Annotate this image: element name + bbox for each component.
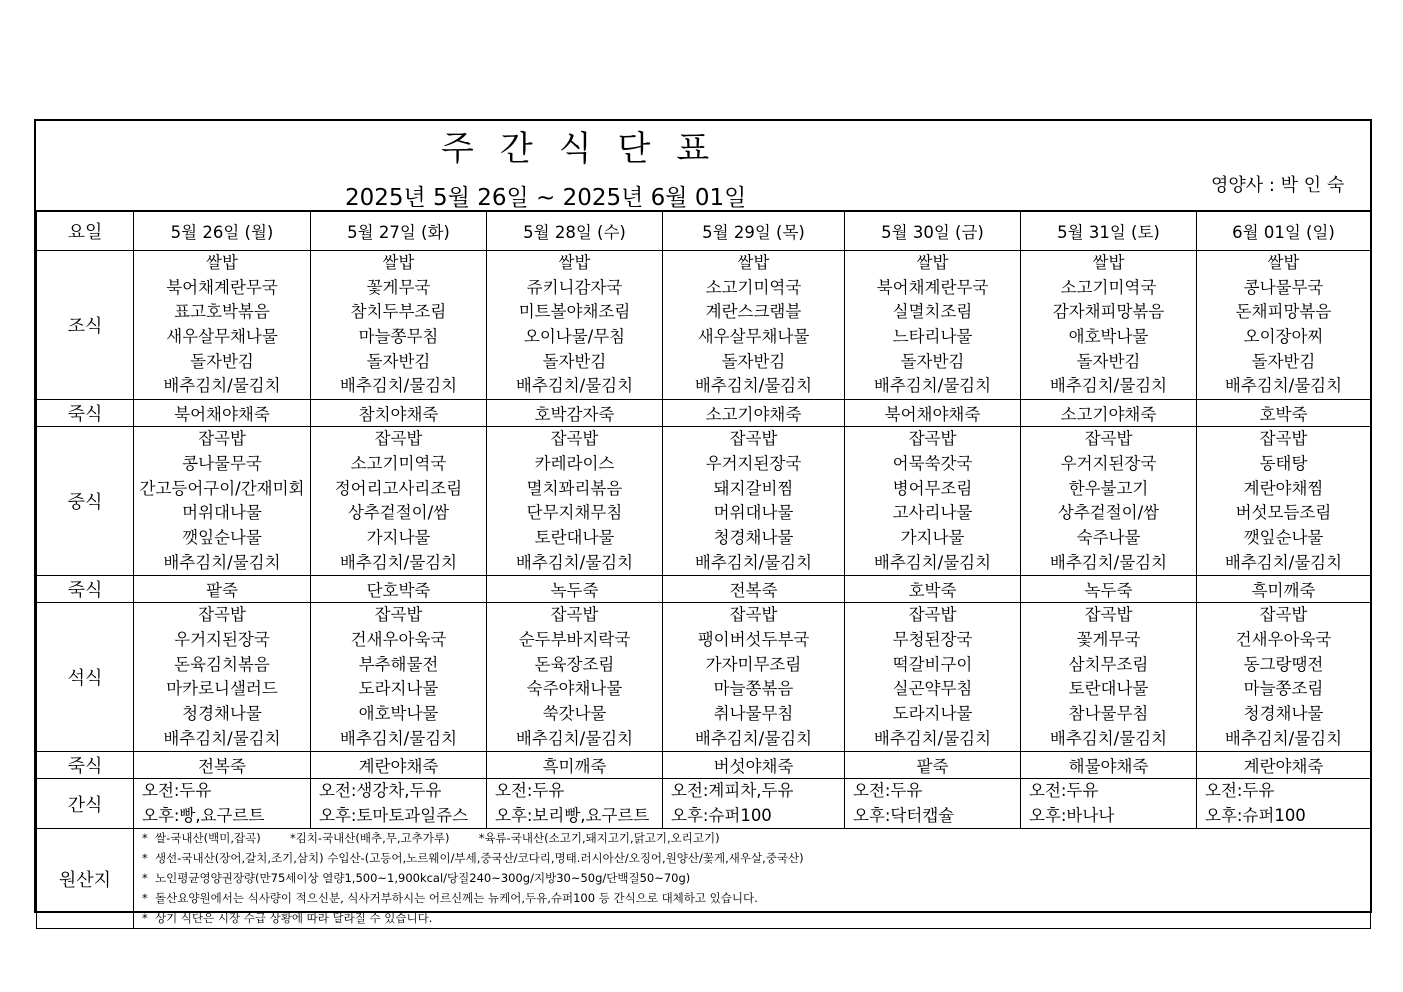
menu-item: 도라지나물 [892,704,973,723]
menu-item: 오전:두유 [495,781,565,801]
menu-item: 쌀밥 [1092,253,1125,272]
menu-item: 새우살무채나물 [166,327,278,347]
menu-cell [663,427,845,576]
menu-item: 미트볼야채조림 [518,302,631,322]
menu-item: 콩나물무국 [182,453,262,473]
menu-item: 마카로니샐러드 [166,679,278,699]
day-header: 6월 01일 (일) [1197,211,1371,251]
menu-item: 잡곡밥 [374,429,423,449]
menu-item: 돼지갈비찜 [713,478,794,498]
snack-label: 간식 [37,779,134,829]
menu-item: 오후:토마토과일쥬스 [319,805,469,825]
porridge-cell: 팥죽 [134,576,311,603]
day-header: 5월 26일 (월) [134,211,311,251]
menu-item: 상추겉절이/쌈 [347,503,450,523]
day-header: 5월 28일 (수) [487,211,663,251]
menu-item: 청경채나물 [713,527,794,547]
menu-item: 참치두부조림 [350,302,447,322]
snack-row [37,779,1371,829]
menu-cell [134,251,311,400]
menu-item: 콩나물무국 [1243,277,1324,297]
porridge-label: 죽식 [37,752,134,779]
day-header: 5월 29일 (목) [663,211,845,251]
porridge-cell: 호박죽 [845,576,1021,603]
menu-item: 잡곡밥 [198,605,246,625]
menu-item: 잡곡밥 [198,429,246,449]
menu-item: 오전:두유 [142,781,212,801]
snack-cell [134,779,311,829]
menu-item: 도라지나물 [358,679,439,699]
menu-item: 소고기미역국 [1060,277,1157,297]
menu-item: 토란대나물 [534,527,615,547]
menu-item: 오후:빵,요구르트 [142,805,265,825]
menu-item: 돌자반김 [721,351,786,371]
lunch-label: 중식 [37,427,134,576]
menu-item: 돌자반김 [1076,351,1141,371]
menu-item: 팽이버섯두부국 [697,629,810,649]
menu-cell [134,603,311,752]
menu-cell [487,603,663,752]
menu-item: 정어리고사리조림 [334,478,463,498]
menu-item: 머위대나물 [713,503,794,523]
menu-item: 잡곡밥 [729,605,778,625]
menu-item: 가지나물 [366,527,431,547]
menu-cell [845,603,1021,752]
menu-item: 오전:생강차,두유 [319,781,442,801]
porridge-cell: 계란야채죽 [311,752,487,779]
dinner-row [37,603,1371,752]
menu-cell [1021,603,1197,752]
menu-cell [311,427,487,576]
menu-item: 카레라이스 [534,453,615,473]
porridge-cell: 팥죽 [845,752,1021,779]
menu-item: 잡곡밥 [908,429,957,449]
origin-note: * 쌀-국내산(백미,잡곡) *김치-국내산(배추,무,고추가루) *육류-국내산(소고기,돼지고기,닭고기,오리고기) [142,831,720,846]
porridge-cell: 녹두죽 [1021,576,1197,603]
origin-note: * 돌산요양원에서는 식사량이 적으신분, 식사거부하시는 어르신께는 뉴케어,두유,슈퍼100 등 간식으로 대체하고 있습니다. [142,890,758,905]
menu-item: 북어채계란무국 [876,277,989,297]
origin-note: * 생선-국내산(장어,갈치,조기,삼치) 수입산-(고등어,노르웨이/부세,중국산/코다리,명태.러시아산/오징어,원양산/꽃게,새우살,중국산) [142,851,804,866]
menu-item: 멸치꽈리볶음 [526,478,623,498]
menu-item: 계란스크램블 [705,302,802,322]
porridge-row [37,752,1371,779]
day-header: 5월 30일 (금) [845,211,1021,251]
menu-item: 오전:두유 [853,781,923,801]
menu-item: 어묵쑥갓국 [892,453,973,473]
menu-item: 동태탕 [1259,453,1308,473]
porridge-cell: 북어채야채죽 [845,400,1021,427]
porridge-cell: 계란야채죽 [1197,752,1371,779]
origin-note: * 노인평균영양권장량(만75세이상 열량1,500~1,900kcal/당질240~300g/지방30~50g/단백질50~70g) [142,870,691,885]
menu-item: 애호박나물 [358,704,439,723]
menu-item: 건새우아욱국 [1235,629,1332,649]
menu-item: 삼치무조림 [1068,654,1149,674]
origin-note: * 상기 식단은 시장 수급 상황에 따라 달라질 수 있습니다. [142,910,433,925]
menu-item: 소고기미역국 [350,453,447,473]
menu-cell [845,427,1021,576]
menu-cell [663,603,845,752]
menu-item: 배추김치/물김치 [339,728,458,748]
porridge-cell: 전복죽 [134,752,311,779]
breakfast-row [37,251,1371,400]
menu-cell [1021,427,1197,576]
porridge-cell: 호박죽 [1197,400,1371,427]
porridge-cell: 호박감자죽 [487,400,663,427]
weekly-menu-table [36,210,1371,929]
menu-item: 청경채나물 [1243,704,1324,723]
menu-period: 2025년 5월 26일 ~ 2025년 6월 01일 [345,185,747,211]
porridge-cell: 버섯야채죽 [663,752,845,779]
menu-item: 배추김치/물김치 [1224,376,1343,396]
menu-item: 잡곡밥 [1259,429,1308,449]
menu-item: 배추김치/물김치 [694,552,813,572]
dinner-label: 석식 [37,603,134,752]
menu-item: 오전:두유 [1205,781,1275,801]
menu-item: 한우불고기 [1068,478,1149,498]
menu-item: 쌀밥 [1267,253,1300,272]
menu-item: 숙주야채나물 [526,679,623,699]
menu-item: 버섯모듬조림 [1235,503,1332,523]
menu-item: 배추김치/물김치 [873,728,992,748]
menu-item: 잡곡밥 [550,605,599,625]
menu-item: 실멸치조림 [892,302,973,322]
menu-item: 배추김치/물김치 [1224,728,1343,748]
menu-item: 마늘쫑볶음 [713,679,794,699]
menu-item: 배추김치/물김치 [873,552,992,572]
menu-item: 돌자반김 [542,351,607,371]
menu-cell [1197,251,1371,400]
menu-cell [311,603,487,752]
menu-item: 배추김치/물김치 [515,376,634,396]
menu-item: 쌀밥 [206,253,238,272]
porridge-label: 죽식 [37,400,134,427]
menu-item: 청경채나물 [182,704,262,723]
menu-cell [1197,603,1371,752]
menu-item: 돌자반김 [1251,351,1316,371]
menu-item: 잡곡밥 [1084,429,1133,449]
weekly-menu-sheet [34,119,1372,925]
porridge-cell: 참치야채죽 [311,400,487,427]
day-header: 5월 27일 (화) [311,211,487,251]
menu-item: 실곤약무침 [892,679,973,699]
snack-cell [663,779,845,829]
day-label: 요일 [37,211,134,251]
menu-item: 떡갈비구이 [892,654,973,674]
day-header-row [37,211,1371,251]
menu-item: 꽃게무국 [366,277,431,297]
menu-cell [487,427,663,576]
menu-item: 배추김치/물김치 [163,552,281,572]
menu-item: 오이장아찌 [1243,327,1324,347]
menu-item: 배추김치/물김치 [1049,376,1168,396]
menu-cell [663,251,845,400]
menu-item: 배추김치/물김치 [515,728,634,748]
menu-item: 잡곡밥 [374,605,423,625]
menu-item: 동그랑땡전 [1243,654,1324,674]
menu-item: 무청된장국 [892,629,973,649]
snack-cell [845,779,1021,829]
menu-item: 북어채계란무국 [166,277,278,297]
menu-item: 잡곡밥 [550,429,599,449]
snack-cell [1197,779,1371,829]
menu-item: 깻잎순나물 [182,527,262,547]
menu-item: 단무지채무침 [526,503,623,523]
menu-item: 머위대나물 [182,503,262,523]
menu-header [36,121,1370,212]
menu-item: 배추김치/물김치 [163,728,281,748]
menu-item: 부추해물전 [358,654,439,674]
menu-item: 오전:계피차,두유 [671,781,794,801]
menu-item: 계란야채찜 [1243,478,1324,498]
dietitian-name: 영양사 : 박 인 숙 [1211,175,1345,196]
snack-cell [311,779,487,829]
menu-cell [1197,427,1371,576]
menu-cell [134,427,311,576]
menu-item: 쌀밥 [382,253,415,272]
menu-item: 취나물무침 [713,704,794,723]
day-header: 5월 31일 (토) [1021,211,1197,251]
menu-item: 애호박나물 [1068,327,1149,347]
menu-cell [487,251,663,400]
menu-item: 감자채피망볶음 [1052,302,1165,322]
menu-item: 쑥갓나물 [542,704,607,723]
porridge-cell: 북어채야채죽 [134,400,311,427]
menu-item: 소고기미역국 [705,277,802,297]
menu-item: 간고등어구이/간재미회 [139,478,305,498]
menu-item: 오후:슈퍼100 [1205,805,1306,825]
porridge-cell: 흑미깨죽 [487,752,663,779]
menu-item: 오후:보리빵,요구르트 [495,805,650,825]
menu-item: 우거지된장국 [174,629,270,649]
menu-item: 우거지된장국 [1060,453,1157,473]
menu-item: 잡곡밥 [1084,605,1133,625]
menu-item: 토란대나물 [1068,679,1149,699]
lunch-row [37,427,1371,576]
menu-item: 오후:닥터캡슐 [853,805,955,825]
menu-item: 가지나물 [900,527,965,547]
menu-item: 건새우아욱국 [350,629,447,649]
menu-item: 쌀밥 [916,253,949,272]
menu-item: 상추겉절이/쌈 [1057,503,1160,523]
menu-item: 잡곡밥 [729,429,778,449]
menu-item: 잡곡밥 [1259,605,1308,625]
menu-item: 돈육김치볶음 [174,654,270,674]
menu-item: 깻잎순나물 [1243,527,1324,547]
menu-item: 배추김치/물김치 [339,376,458,396]
porridge-row [37,576,1371,603]
origin-row [37,829,1371,929]
menu-item: 돌자반김 [366,351,431,371]
menu-item: 쌀밥 [558,253,591,272]
porridge-cell: 소고기야채죽 [1021,400,1197,427]
snack-cell [487,779,663,829]
menu-item: 배추김치/물김치 [694,728,813,748]
porridge-label: 죽식 [37,576,134,603]
breakfast-label: 조식 [37,251,134,400]
menu-item: 돈육장조림 [534,654,615,674]
menu-item: 돌자반김 [900,351,965,371]
menu-item: 배추김치/물김치 [1049,552,1168,572]
menu-item: 배추김치/물김치 [339,552,458,572]
menu-item: 쌀밥 [737,253,770,272]
menu-item: 참나물무침 [1068,704,1149,723]
menu-item: 돌자반김 [190,351,254,371]
porridge-cell: 해물야채죽 [1021,752,1197,779]
menu-item: 잡곡밥 [908,605,957,625]
porridge-cell: 흑미깨죽 [1197,576,1371,603]
porridge-cell: 전복죽 [663,576,845,603]
origin-label: 원산지 [37,829,134,929]
menu-item: 고사리나물 [892,503,973,523]
snack-cell [1021,779,1197,829]
menu-item: 우거지된장국 [705,453,802,473]
menu-item: 병어무조림 [892,478,973,498]
porridge-cell: 단호박죽 [311,576,487,603]
menu-item: 꽃게무국 [1076,629,1141,649]
page-title: 주간식단표 [441,129,736,169]
menu-item: 오전:두유 [1029,781,1099,801]
menu-item: 느타리나물 [892,327,973,347]
porridge-row [37,400,1371,427]
menu-item: 쥬키니감자국 [526,277,623,297]
menu-item: 배추김치/물김치 [515,552,634,572]
menu-cell [845,251,1021,400]
menu-item: 오후:바나나 [1029,805,1115,825]
menu-item: 마늘쫑조림 [1243,679,1324,699]
menu-item: 마늘쫑무침 [358,327,439,347]
menu-cell [311,251,487,400]
menu-item: 배추김치/물김치 [694,376,813,396]
menu-item: 배추김치/물김치 [163,376,281,396]
porridge-cell: 소고기야채죽 [663,400,845,427]
menu-item: 가자미무조림 [705,654,802,674]
menu-item: 표고호박볶음 [174,302,270,322]
menu-item: 배추김치/물김치 [1049,728,1168,748]
origin-notes [134,829,1371,929]
menu-item: 새우살무채나물 [697,327,810,347]
menu-item: 숙주나물 [1076,527,1141,547]
menu-item: 배추김치/물김치 [873,376,992,396]
menu-item: 돈채피망볶음 [1235,302,1332,322]
porridge-cell: 녹두죽 [487,576,663,603]
menu-cell [1021,251,1197,400]
menu-item: 순두부바지락국 [518,629,631,649]
menu-item: 오이나물/무침 [523,327,626,347]
menu-item: 오후:슈퍼100 [671,805,772,825]
menu-item: 배추김치/물김치 [1224,552,1343,572]
